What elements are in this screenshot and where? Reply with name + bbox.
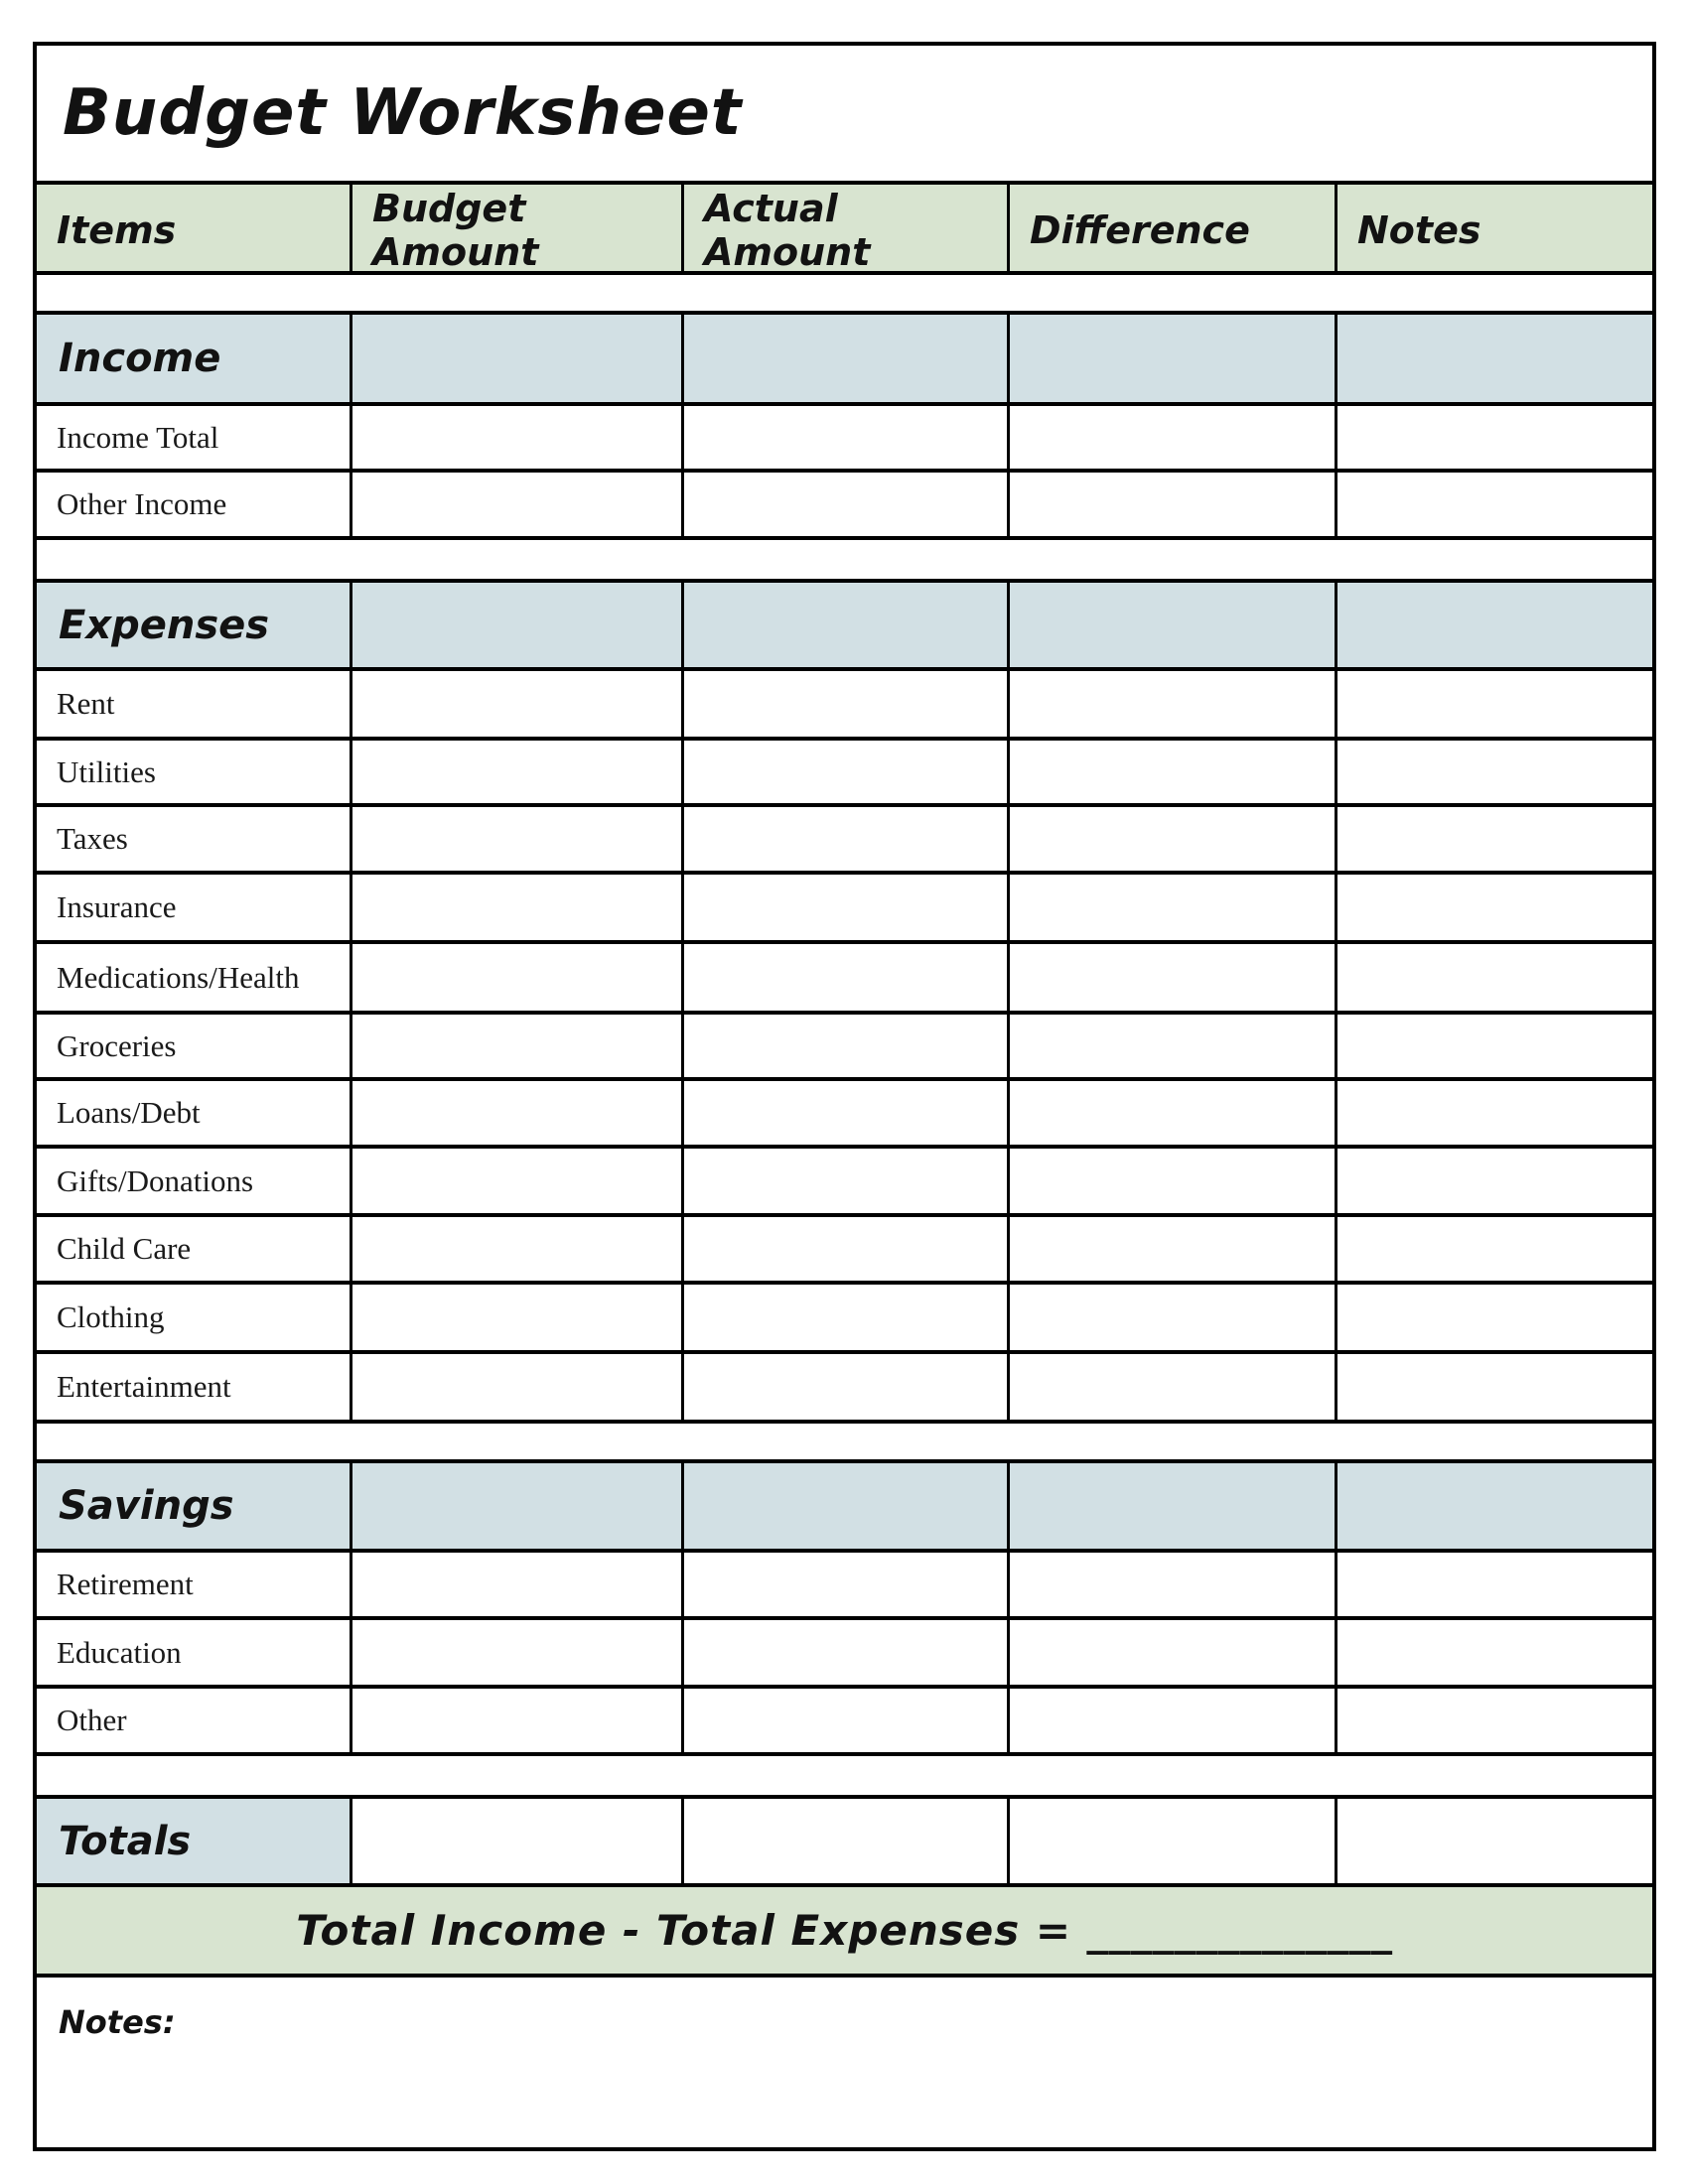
difference-cell <box>1010 473 1337 536</box>
item-label-cell <box>37 741 352 803</box>
section-savings-label-cell <box>37 1463 352 1549</box>
table-row-entertainment <box>37 1354 1652 1424</box>
table-row-taxes <box>37 807 1652 875</box>
budget-amount-cell <box>352 741 684 803</box>
budget-amount-cell <box>352 807 684 871</box>
budget-worksheet-page <box>33 42 1656 2151</box>
actual-amount-cell <box>684 875 1010 940</box>
actual-amount-cell <box>684 406 1010 469</box>
difference-cell <box>1010 1463 1337 1549</box>
table-row-groceries <box>37 1015 1652 1081</box>
item-label: Medications/Health <box>57 959 300 995</box>
summary-formula-text: Total Income - Total Expenses = ______________ <box>296 1906 1393 1955</box>
column-header-budget-amount <box>352 185 684 274</box>
budget-amount-cell <box>352 583 684 667</box>
item-label-cell <box>37 1081 352 1145</box>
notes-cell <box>1337 1689 1652 1752</box>
actual-amount-cell <box>684 1217 1010 1281</box>
notes-cell <box>1337 1217 1652 1281</box>
item-label-cell <box>37 406 352 469</box>
item-label: Other <box>57 1703 127 1737</box>
spacer-row <box>37 1424 1652 1463</box>
actual-amount-cell <box>684 1354 1010 1420</box>
spacer-row <box>37 275 1652 315</box>
item-label: Entertainment <box>57 1369 231 1404</box>
actual-amount-cell <box>684 315 1010 402</box>
column-header-items <box>37 185 352 271</box>
difference-cell <box>1010 807 1337 871</box>
budget-amount-cell <box>352 1799 684 1883</box>
totals-label: Totals <box>59 1818 192 1864</box>
column-header-actual-amount <box>684 185 1010 274</box>
difference-cell <box>1010 1015 1337 1077</box>
actual-amount-cell <box>684 671 1010 737</box>
budget-amount-cell <box>352 1081 684 1145</box>
totals-row <box>37 1799 1652 1887</box>
actual-amount-cell <box>684 1799 1010 1883</box>
notes-cell <box>1337 583 1652 667</box>
difference-cell <box>1010 1217 1337 1281</box>
item-label-cell <box>37 1015 352 1077</box>
item-label-cell <box>37 1217 352 1281</box>
difference-cell <box>1010 1149 1337 1213</box>
item-label: Retirement <box>57 1567 194 1601</box>
column-header-actual-amount-label: Actual Amount <box>704 186 871 274</box>
table-row-gifts-donations <box>37 1149 1652 1217</box>
section-header-expenses <box>37 583 1652 671</box>
spacer-row <box>37 540 1652 583</box>
column-header-items-label: Items <box>57 207 177 252</box>
item-label-cell <box>37 1285 352 1350</box>
difference-cell <box>1010 875 1337 940</box>
notes-section <box>37 1978 1652 2147</box>
table-row-other <box>37 1689 1652 1756</box>
budget-amount-cell <box>352 473 684 536</box>
difference-cell <box>1010 406 1337 469</box>
column-header-budget-amount-label: Budget Amount <box>372 186 539 274</box>
item-label: Other Income <box>57 486 227 521</box>
actual-amount-cell <box>684 1553 1010 1616</box>
item-label: Groceries <box>57 1027 177 1063</box>
summary-banner <box>37 1887 1652 1978</box>
budget-amount-cell <box>352 315 684 402</box>
table-row-other-income <box>37 473 1652 540</box>
item-label: Child Care <box>57 1231 192 1266</box>
item-label-cell <box>37 1553 352 1616</box>
item-label-cell <box>37 473 352 536</box>
table-row-child-care <box>37 1217 1652 1285</box>
actual-amount-cell <box>684 1149 1010 1213</box>
table-row-insurance <box>37 875 1652 944</box>
difference-cell <box>1010 583 1337 667</box>
spacer-row <box>37 1756 1652 1799</box>
budget-amount-cell <box>352 1689 684 1752</box>
section-header-savings <box>37 1463 1652 1553</box>
item-label: Income Total <box>57 419 219 455</box>
item-label-cell <box>37 944 352 1011</box>
notes-cell <box>1337 1149 1652 1213</box>
column-header-difference-label: Difference <box>1030 207 1250 252</box>
notes-cell <box>1337 315 1652 402</box>
notes-cell <box>1337 1354 1652 1420</box>
table-row-loans-debt <box>37 1081 1652 1149</box>
item-label: Insurance <box>57 889 177 924</box>
difference-cell <box>1010 1081 1337 1145</box>
section-expenses-label: Expenses <box>59 602 270 648</box>
budget-amount-cell <box>352 1354 684 1420</box>
item-label: Rent <box>57 686 115 721</box>
actual-amount-cell <box>684 1285 1010 1350</box>
actual-amount-cell <box>684 1015 1010 1077</box>
item-label: Utilities <box>57 753 156 789</box>
notes-cell <box>1337 807 1652 871</box>
difference-cell <box>1010 1689 1337 1752</box>
section-expenses-label-cell <box>37 583 352 667</box>
actual-amount-cell <box>684 944 1010 1011</box>
item-label-cell <box>37 1689 352 1752</box>
totals-label-cell <box>37 1799 352 1883</box>
difference-cell <box>1010 944 1337 1011</box>
notes-cell <box>1337 1463 1652 1549</box>
difference-cell <box>1010 671 1337 737</box>
column-header-notes-label: Notes <box>1357 207 1481 252</box>
budget-amount-cell <box>352 1463 684 1549</box>
section-savings-label: Savings <box>59 1483 234 1529</box>
budget-amount-cell <box>352 1015 684 1077</box>
item-label: Education <box>57 1634 182 1670</box>
item-label-cell <box>37 1149 352 1213</box>
section-income-label: Income <box>59 336 221 381</box>
notes-cell <box>1337 1799 1652 1883</box>
difference-cell <box>1010 315 1337 402</box>
notes-cell <box>1337 406 1652 469</box>
table-row-income-total <box>37 406 1652 473</box>
item-label-cell <box>37 1354 352 1420</box>
column-header-row <box>37 185 1652 275</box>
budget-amount-cell <box>352 1217 684 1281</box>
section-header-income <box>37 315 1652 406</box>
notes-cell <box>1337 1285 1652 1350</box>
notes-cell <box>1337 1015 1652 1077</box>
table-row-utilities <box>37 741 1652 807</box>
difference-cell <box>1010 1285 1337 1350</box>
notes-cell <box>1337 1081 1652 1145</box>
budget-amount-cell <box>352 406 684 469</box>
budget-amount-cell <box>352 671 684 737</box>
difference-cell <box>1010 741 1337 803</box>
budget-amount-cell <box>352 1620 684 1685</box>
actual-amount-cell <box>684 741 1010 803</box>
difference-cell <box>1010 1620 1337 1685</box>
notes-cell <box>1337 1553 1652 1616</box>
budget-amount-cell <box>352 1553 684 1616</box>
table-row-rent <box>37 671 1652 741</box>
item-label: Gifts/Donations <box>57 1162 254 1198</box>
table-row-clothing <box>37 1285 1652 1354</box>
item-label: Loans/Debt <box>57 1095 201 1130</box>
table-row-retirement <box>37 1553 1652 1620</box>
notes-cell <box>1337 944 1652 1011</box>
column-header-difference <box>1010 185 1337 271</box>
page-title: Budget Worksheet <box>63 76 743 150</box>
actual-amount-cell <box>684 1689 1010 1752</box>
budget-amount-cell <box>352 1149 684 1213</box>
item-label: Clothing <box>57 1299 165 1334</box>
notes-cell <box>1337 473 1652 536</box>
section-income-label-cell <box>37 315 352 402</box>
notes-cell <box>1337 671 1652 737</box>
difference-cell <box>1010 1799 1337 1883</box>
table-row-medications-health <box>37 944 1652 1015</box>
notes-label: Notes: <box>59 2003 176 2041</box>
difference-cell <box>1010 1553 1337 1616</box>
actual-amount-cell <box>684 1463 1010 1549</box>
item-label-cell <box>37 807 352 871</box>
notes-cell <box>1337 875 1652 940</box>
item-label-cell <box>37 671 352 737</box>
column-header-notes <box>1337 185 1652 271</box>
actual-amount-cell <box>684 1081 1010 1145</box>
notes-cell <box>1337 1620 1652 1685</box>
budget-amount-cell <box>352 1285 684 1350</box>
notes-cell <box>1337 741 1652 803</box>
actual-amount-cell <box>684 807 1010 871</box>
difference-cell <box>1010 1354 1337 1420</box>
actual-amount-cell <box>684 583 1010 667</box>
budget-amount-cell <box>352 875 684 940</box>
table-row-education <box>37 1620 1652 1689</box>
item-label: Taxes <box>57 821 128 856</box>
title-row <box>37 46 1652 185</box>
actual-amount-cell <box>684 1620 1010 1685</box>
budget-amount-cell <box>352 944 684 1011</box>
actual-amount-cell <box>684 473 1010 536</box>
item-label-cell <box>37 875 352 940</box>
item-label-cell <box>37 1620 352 1685</box>
